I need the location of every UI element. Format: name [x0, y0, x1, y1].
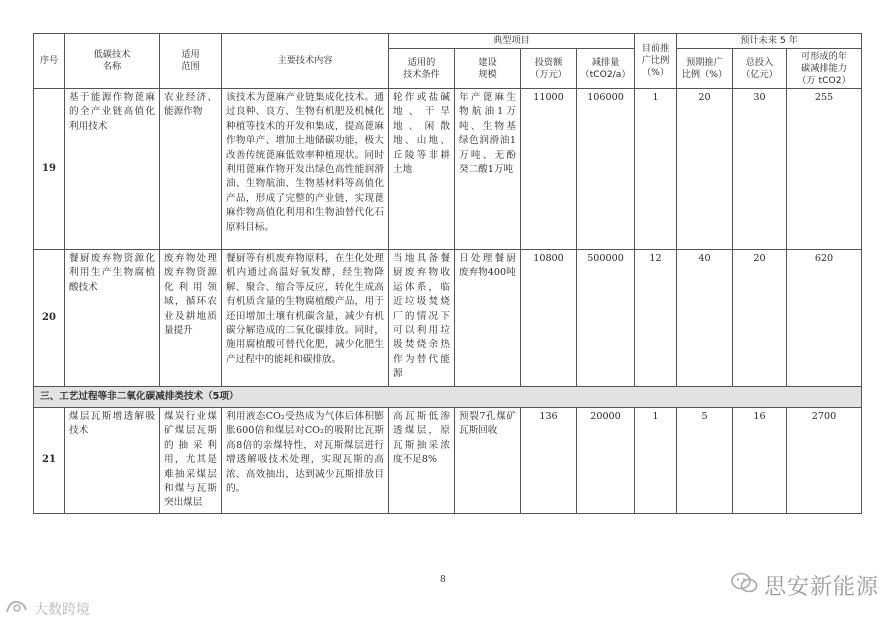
- row-expected-ratio: 20: [677, 89, 733, 250]
- row-investment: 11000: [521, 89, 577, 250]
- row-investment: 10800: [521, 250, 577, 387]
- row-conditions: 高瓦斯低渗透煤层，原瓦斯抽采浓度不足8%: [389, 408, 455, 514]
- header-investment: 投资额 （万元）: [521, 49, 577, 89]
- header-content: 主要技术内容: [222, 34, 389, 89]
- row-expected-ratio: 5: [677, 408, 733, 514]
- row-content: 该技术为蓖麻产业链集成化技术。通过良种、良方、生物有机肥及机械化种植等技术的开发和集成，提高蓖麻作物单产、增加土地储碳功能，极大改善传统蓖麻低效率种植现状。同时利用蓖麻作物开发出绿色高性能润滑油、生物航油、生物基材料等高值化产品，形成了完整的产业链，实现蓖麻作物高值化利用和生物油替代化石原料目标。: [222, 89, 389, 250]
- header-conditions: 适用的 技术条件: [389, 49, 455, 89]
- row-capacity: 2700: [787, 408, 862, 514]
- row-scale: 预裂7孔煤矿瓦斯回收: [455, 408, 521, 514]
- header-expected-ratio: 预期推广 比例（%）: [677, 49, 733, 89]
- row-scope: 废弃物处理废弃物资源化利用领域，循环农业及耕地质量提升: [160, 250, 222, 387]
- wechat-icon: [730, 572, 758, 600]
- row-total-investment: 16: [733, 408, 787, 514]
- row-reduction: 106000: [577, 89, 635, 250]
- row-capacity: 255: [787, 89, 862, 250]
- brand-logo-icon: [4, 598, 30, 620]
- row-total-investment: 30: [733, 89, 787, 250]
- row-expected-ratio: 40: [677, 250, 733, 387]
- table-row: [34, 408, 862, 514]
- row-conditions: 轮作或盐碱地、干旱地、闲散地、山地、丘陵等非耕土地: [389, 89, 455, 250]
- header-scale: 建设 规模: [455, 49, 521, 89]
- header-scope: 适用 范围: [160, 34, 222, 89]
- technology-table: [33, 33, 862, 514]
- header-tech-name: 低碳技术 名称: [65, 34, 160, 89]
- row-seq: 19: [34, 89, 65, 250]
- row-tech-name: 餐厨废弃物资源化利用生产生物腐植酸技术: [65, 250, 160, 387]
- header-typical-project: 典型项目: [389, 34, 635, 49]
- watermark-left-text: 大数跨境: [34, 602, 90, 618]
- row-capacity: 620: [787, 250, 862, 387]
- row-scope: 农业经济、能源作物: [160, 89, 222, 250]
- watermark-right-text: 思安新能源: [764, 575, 880, 600]
- table-row: [34, 250, 862, 387]
- header-seq: 序号: [34, 34, 65, 89]
- row-content: 餐厨等有机废弃物原料，在生化处理机内通过高温好氧发酵，经生物降解、聚合、缩合等反应，转化生成高有机质含量的生物腐植酸产品，用于还田增加土壤有机碳含量，减少有机碳分解造成的二氧化碳排放。同时，施用腐植酸可替代化肥，减少化肥生产过程中的能耗和碳排放。: [222, 250, 389, 387]
- row-current-ratio: 12: [635, 250, 677, 387]
- row-seq: 20: [34, 250, 65, 387]
- header-total-investment: 总投入 （亿元）: [733, 49, 787, 89]
- header-current-ratio: 目前推 广比例 （%）: [635, 34, 677, 89]
- row-content: 利用液态CO₂受热成为气体后体积膨胀600倍和煤层对CO₂的吸附比瓦斯高8倍的亲煤特性，对瓦斯煤层进行增透解吸技术处理，实现瓦斯的高浓、高效抽出，达到减少瓦斯排放目的。: [222, 408, 389, 514]
- header-reduction: 减排量 （tCO2/a）: [577, 49, 635, 89]
- section-header-row: [34, 387, 862, 408]
- section-title: 三、工艺过程等非二氧化碳减排类技术（5项）: [34, 387, 862, 408]
- header-capacity: 可形成的年 碳减排能力 （万 tCO2）: [787, 49, 862, 89]
- page-number: 8: [440, 575, 446, 585]
- row-scale: 年产蓖麻生物航油1万吨、生物基绿色润滑油1万吨、无酚癸二酸1万吨: [455, 89, 521, 250]
- table-row: [34, 89, 862, 250]
- row-reduction: 20000: [577, 408, 635, 514]
- row-tech-name: 煤层瓦斯增透解吸技术: [65, 408, 160, 514]
- row-current-ratio: 1: [635, 89, 677, 250]
- row-seq: 21: [34, 408, 65, 514]
- watermark-left: [4, 598, 90, 620]
- row-conditions: 当地具备餐厨废弃物收运体系，临近垃圾焚烧厂的情况下可以利用垃圾焚烧余热作为替代能源: [389, 250, 455, 387]
- row-tech-name: 基于能源作物蓖麻的全产业链高值化利用技术: [65, 89, 160, 250]
- row-investment: 136: [521, 408, 577, 514]
- row-current-ratio: 1: [635, 408, 677, 514]
- row-reduction: 500000: [577, 250, 635, 387]
- row-scale: 日处理餐厨废弃物400吨: [455, 250, 521, 387]
- row-total-investment: 20: [733, 250, 787, 387]
- watermark-right: [730, 570, 879, 601]
- row-scope: 煤炭行业煤矿煤层瓦斯的抽采利用，尤其是难抽采煤层和煤与瓦斯突出煤层: [160, 408, 222, 514]
- header-forecast: 预计未来 5 年: [677, 34, 862, 49]
